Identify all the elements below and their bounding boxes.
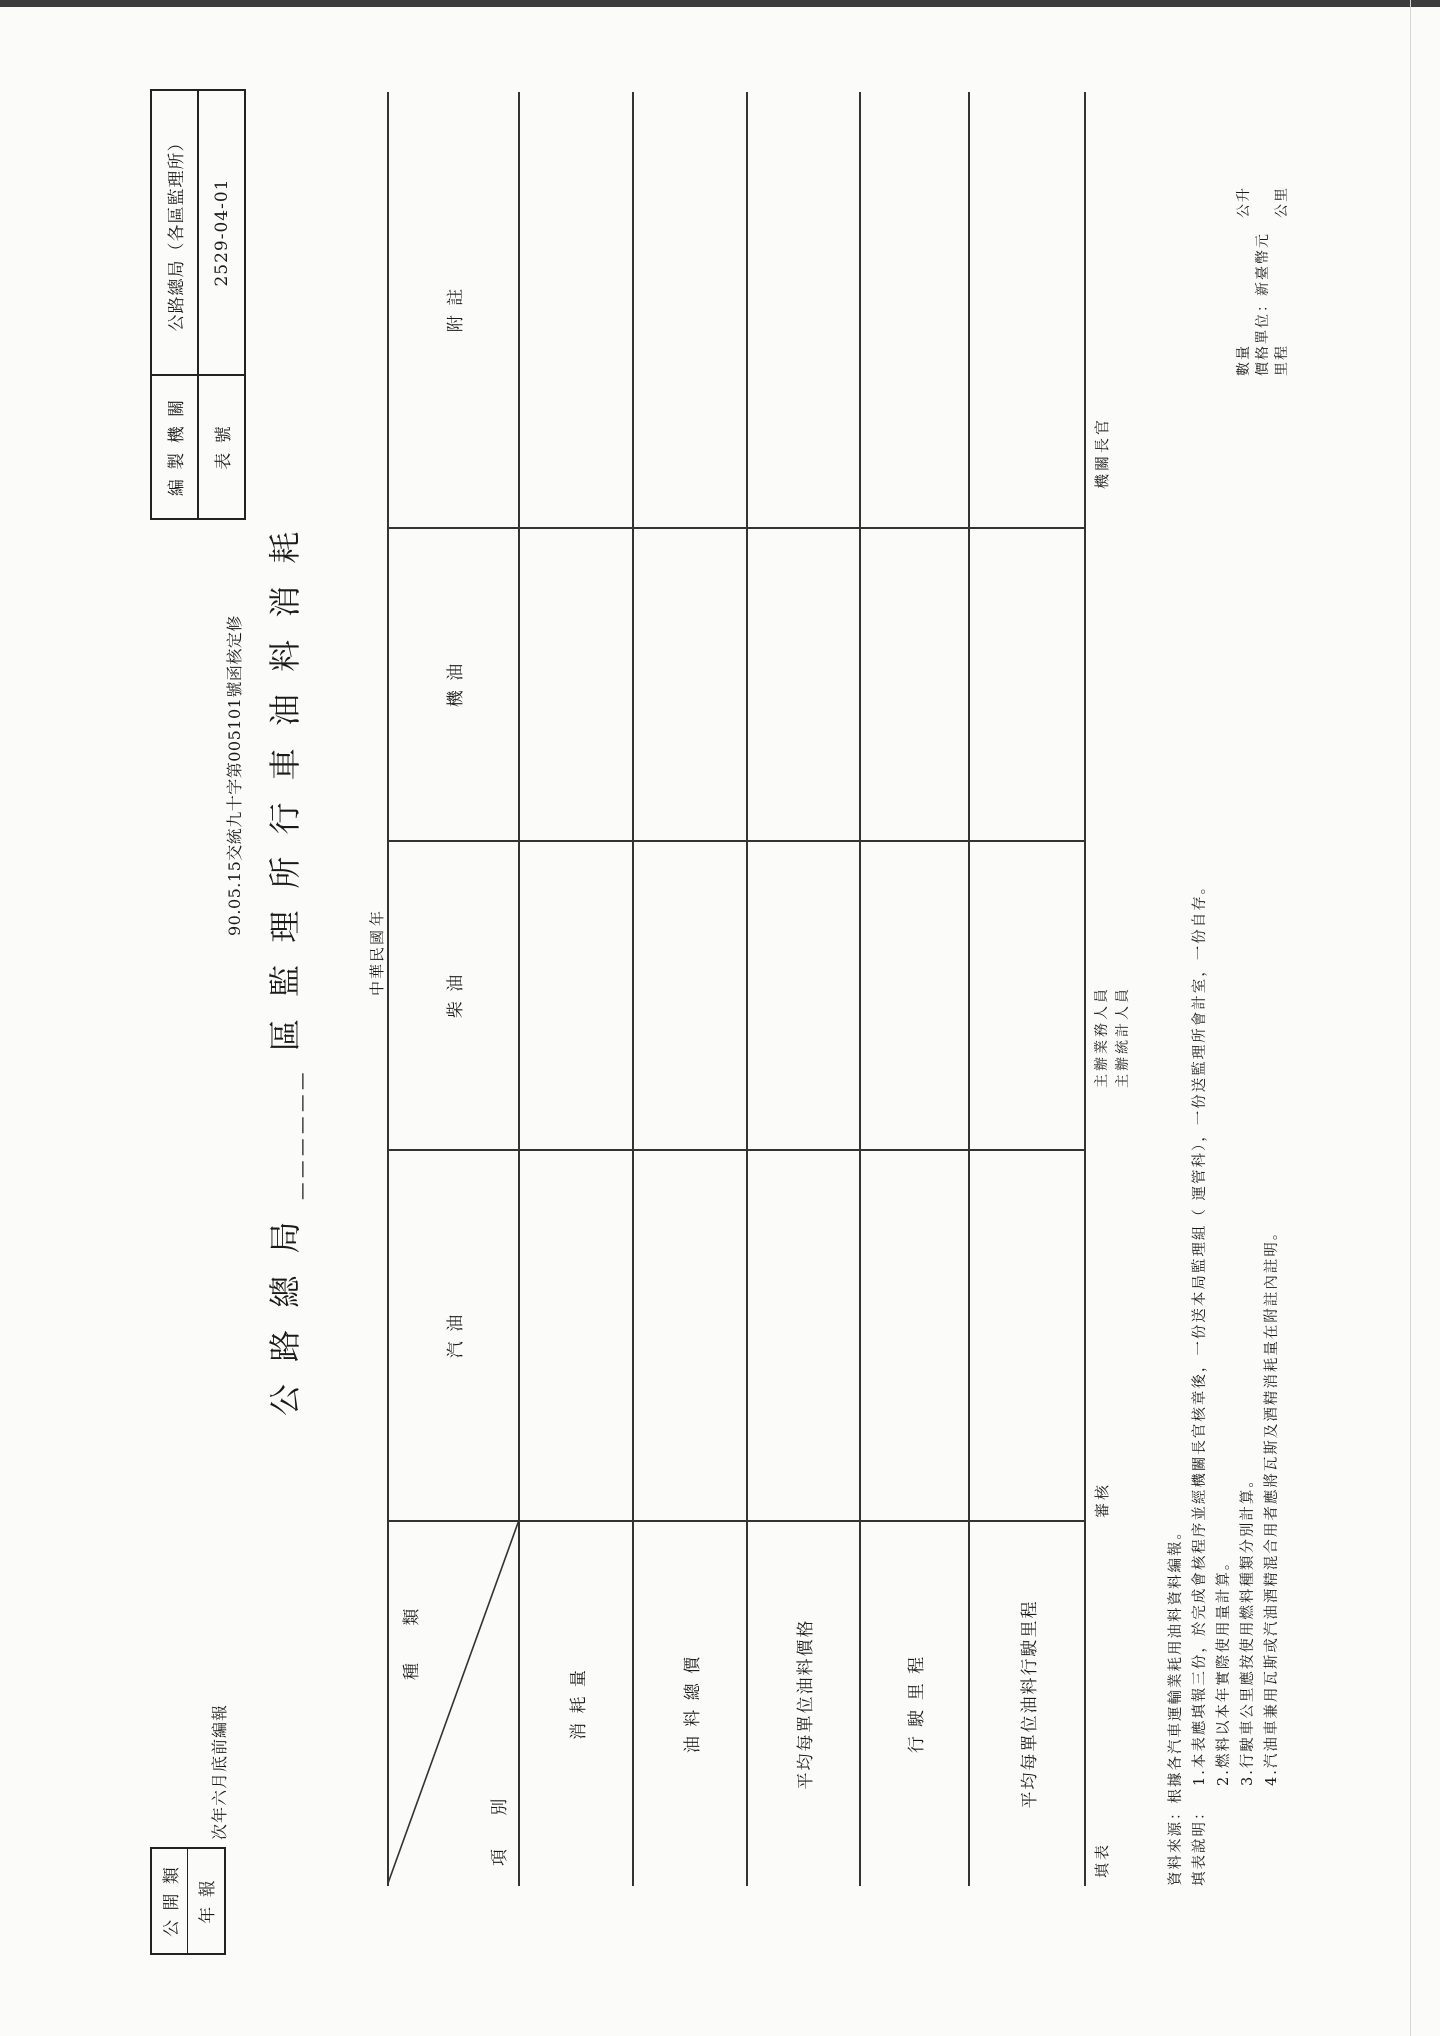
date-prefix: 中華民國 (368, 927, 386, 996)
signature-business-staff: 主辦業務人員 (1094, 986, 1110, 1088)
row-header-avg-unit-price: 平均每單位油料價格 (796, 1618, 816, 1790)
column-header-engine-oil: 機 油 (445, 661, 466, 708)
instructions-label: 填表說明： (1192, 1803, 1208, 1886)
instruction-item-3: 3.行駛車公里應按使用燃料種類分別計算。 (1240, 1471, 1256, 1786)
corner-item-label: 項 別 (490, 1784, 510, 1866)
column-header-remarks: 附 註 (445, 286, 466, 333)
deadline-text: 次年六月底前編報 (210, 1703, 229, 1840)
row-header-total-price: 油 料 總 價 (682, 1654, 703, 1754)
form-no-label: 表 號 (214, 424, 234, 470)
instruction-item-4: 4.汽油車兼用瓦斯或汽油酒精混合用者應將瓦斯及酒精消耗量在附註內註明。 (1264, 1223, 1280, 1786)
instruction-item-1: 1.本表應填報三份，於完成會核程序並經機關長官核章後，一份送本局監理組（ 運管科），一份送監理所會計室，一份自存。 (1192, 877, 1208, 1786)
classification-box (150, 1847, 226, 1955)
annual-report-label: 年 報 (198, 1878, 218, 1924)
unit-mileage-label: 里程 (1274, 344, 1290, 376)
unit-quantity-unit: 公升 (1236, 186, 1252, 218)
data-source-note: 資料來源：根據各汽車運輸業耗用油料資料編報。 (1168, 1523, 1184, 1886)
column-header-gasoline: 汽 油 (445, 1312, 466, 1359)
approval-note: 90.05.15交統九十字第005101號函核定修 (225, 615, 244, 936)
row-header-avg-mileage: 平均每單位油料行駛里程 (1019, 1599, 1040, 1809)
signature-head: 機關長官 (1093, 416, 1111, 489)
row-header-consumption: 消 耗 量 (568, 1668, 589, 1740)
compiler-value: 公路總局（各區監理所） (167, 133, 187, 332)
instruction-item-2: 2.燃料以本年實際使用量計算。 (1216, 1553, 1232, 1786)
signature-statistics-staff: 主辦統計人員 (1115, 986, 1131, 1088)
form-title: 公 路 總 局 ______ 區 監 理 所 行 車 油 料 消 耗 (266, 525, 304, 1416)
row-header-mileage: 行 駛 里 程 (907, 1654, 927, 1754)
signature-reviewer: 審核 (1093, 1481, 1111, 1518)
compiler-label: 編 製 機 關 (167, 397, 187, 497)
date-suffix: 年 (368, 910, 386, 926)
unit-quantity-label: 數量 (1236, 344, 1252, 376)
column-header-diesel: 柴 油 (445, 972, 466, 1019)
compiler-box (150, 89, 246, 520)
form-no-value: 2529-04-01 (211, 178, 232, 287)
public-class-label: 公 開 類 (152, 1849, 188, 1953)
signature-filler: 填表 (1093, 1841, 1111, 1878)
unit-mileage-unit: 公里 (1274, 186, 1290, 218)
unit-price: 價格單位：新臺幣元 (1255, 232, 1271, 376)
table-bottom-border (1084, 92, 1086, 1886)
corner-category-label: 種 類 (402, 1592, 422, 1680)
